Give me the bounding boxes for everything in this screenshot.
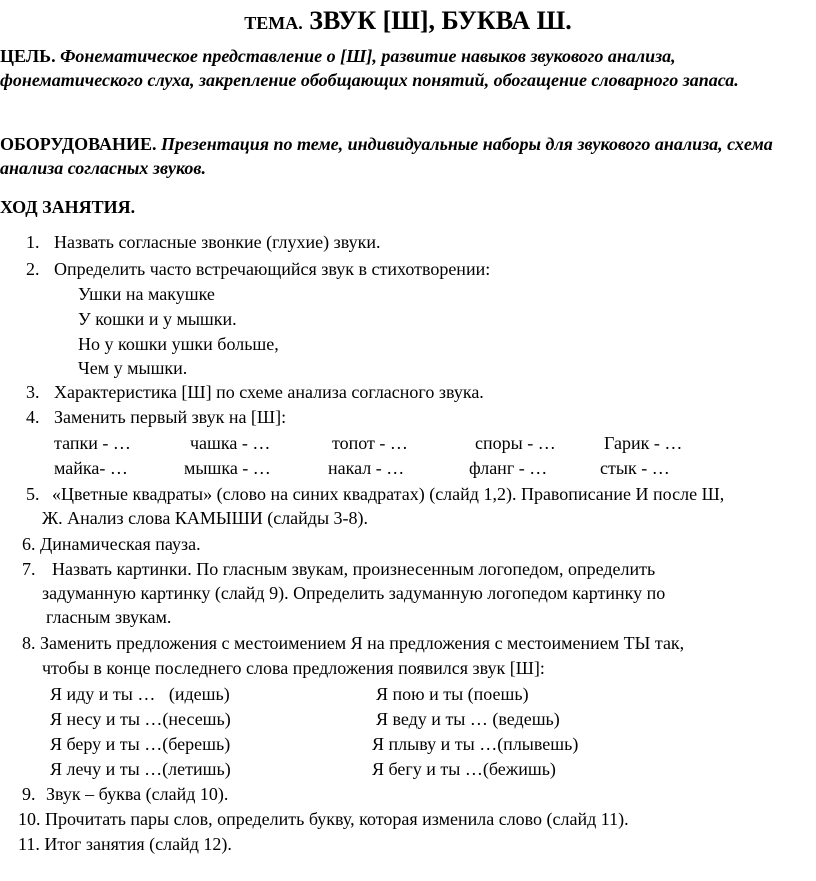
list-item-2-number: 2. [26,259,40,279]
goal-text: Фонематическое представление о [Ш], развитие навыков звукового анализа, фонематического слуха, закрепление обобщающих понятий, обогащение словарного запаса. [0,46,739,90]
word-item: мышка - … [184,458,271,478]
list-item-4-number: 4. [26,407,40,427]
word-item: споры - … [475,433,556,453]
list-item-9-text: Звук – буква (слайд 10). [46,784,229,804]
pronoun-left: Я иду и ты … (идешь) [50,684,230,704]
page-title [0,6,816,36]
pronoun-right: Я плыву и ты …(плывешь) [372,734,579,754]
list-item-5-number: 5. [26,484,40,504]
pronoun-left: Я беру и ты …(берешь) [50,734,231,754]
pronoun-left: Я лечу и ты …(летишь) [50,759,231,779]
goal-label: ЦЕЛЬ. [0,46,56,66]
item-number: 1. [26,232,40,252]
word-item: майка- … [54,458,128,478]
poem-line: Чем у мышки. [78,358,188,378]
list-item-9-number: 9. [22,784,36,804]
word-item: накал - … [328,458,405,478]
poem-line: Ушки на макушке [78,284,215,304]
list-item-8-line2: чтобы в конце последнего слова предложения появился звук [Ш]: [42,658,545,678]
list-item-1 [26,230,40,254]
course-heading: ХОД ЗАНЯТИЯ. [0,197,136,217]
list-item-2-text: Определить часто встречающийся звук в стихотворении: [54,259,491,279]
list-item-4-text: Заменить первый звук на [Ш]: [54,407,287,427]
poem-line: У кошки и у мышки. [78,309,237,329]
list-item-5-line1: «Цветные квадраты» (слово на синих квадратах) (слайд 1,2). Правописание И после Ш, [52,484,725,504]
list-item-1-text: Назвать согласные звонкие (глухие) звуки. [54,232,381,252]
list-item-6: 6. Динамическая пауза. [22,534,201,554]
list-item-10: 10. Прочитать пары слов, определить букву, которая изменила слово (слайд 11). [18,809,629,829]
poem-line: Но у кошки ушки больше, [78,334,279,354]
pronoun-left: Я несу и ты …(несешь) [50,709,231,729]
list-item-3-number: 3. [26,382,40,402]
list-item-8-line1: 8. Заменить предложения с местоимением Я на предложения с местоимением ТЫ так, [22,633,685,653]
pronoun-right: Я пою и ты (поешь) [376,684,529,704]
list-item-5-line2: Ж. Анализ слова КАМЫШИ (слайды 3-8). [42,508,369,528]
word-item: топот - … [332,433,408,453]
equipment-label: ОБОРУДОВАНИЕ [0,134,152,154]
list-item-7-number: 7. [22,559,36,579]
word-item: Гарик - … [604,433,683,453]
goal-paragraph [0,44,810,92]
pronoun-right: Я веду и ты … (ведешь) [376,709,560,729]
list-item-11: 11. Итог занятия (слайд 12). [18,834,232,854]
word-item: фланг - … [469,458,548,478]
word-item: стык - … [600,458,670,478]
pronoun-right: Я бегу и ты …(бежишь) [372,759,556,779]
list-item-7-line3: гласным звукам. [46,607,172,627]
title-prefix: ТЕМА. [244,13,303,33]
list-item-3-text: Характеристика [Ш] по схеме анализа согласного звука. [54,382,484,402]
equipment-paragraph: ОБОРУДОВАНИЕ. Презентация по теме, индивидуальные наборы для звукового анализа, схема анализа согласных звуков. [0,134,773,178]
list-item-7-line2: задуманную картинку (слайд 9). Определить задуманную логопедом картинку по [42,583,666,603]
list-item-7-line1: Назвать картинки. По гласным звукам, произнесенным логопедом, определить [52,559,656,579]
word-item: тапки - … [54,433,131,453]
equipment-text: Презентация по теме, индивидуальные наборы для звукового анализа, схема анализа согласных звуков. [0,134,773,178]
word-item: чашка - … [190,433,271,453]
title-main: ЗВУК [Ш], БУКВА Ш. [309,6,572,35]
